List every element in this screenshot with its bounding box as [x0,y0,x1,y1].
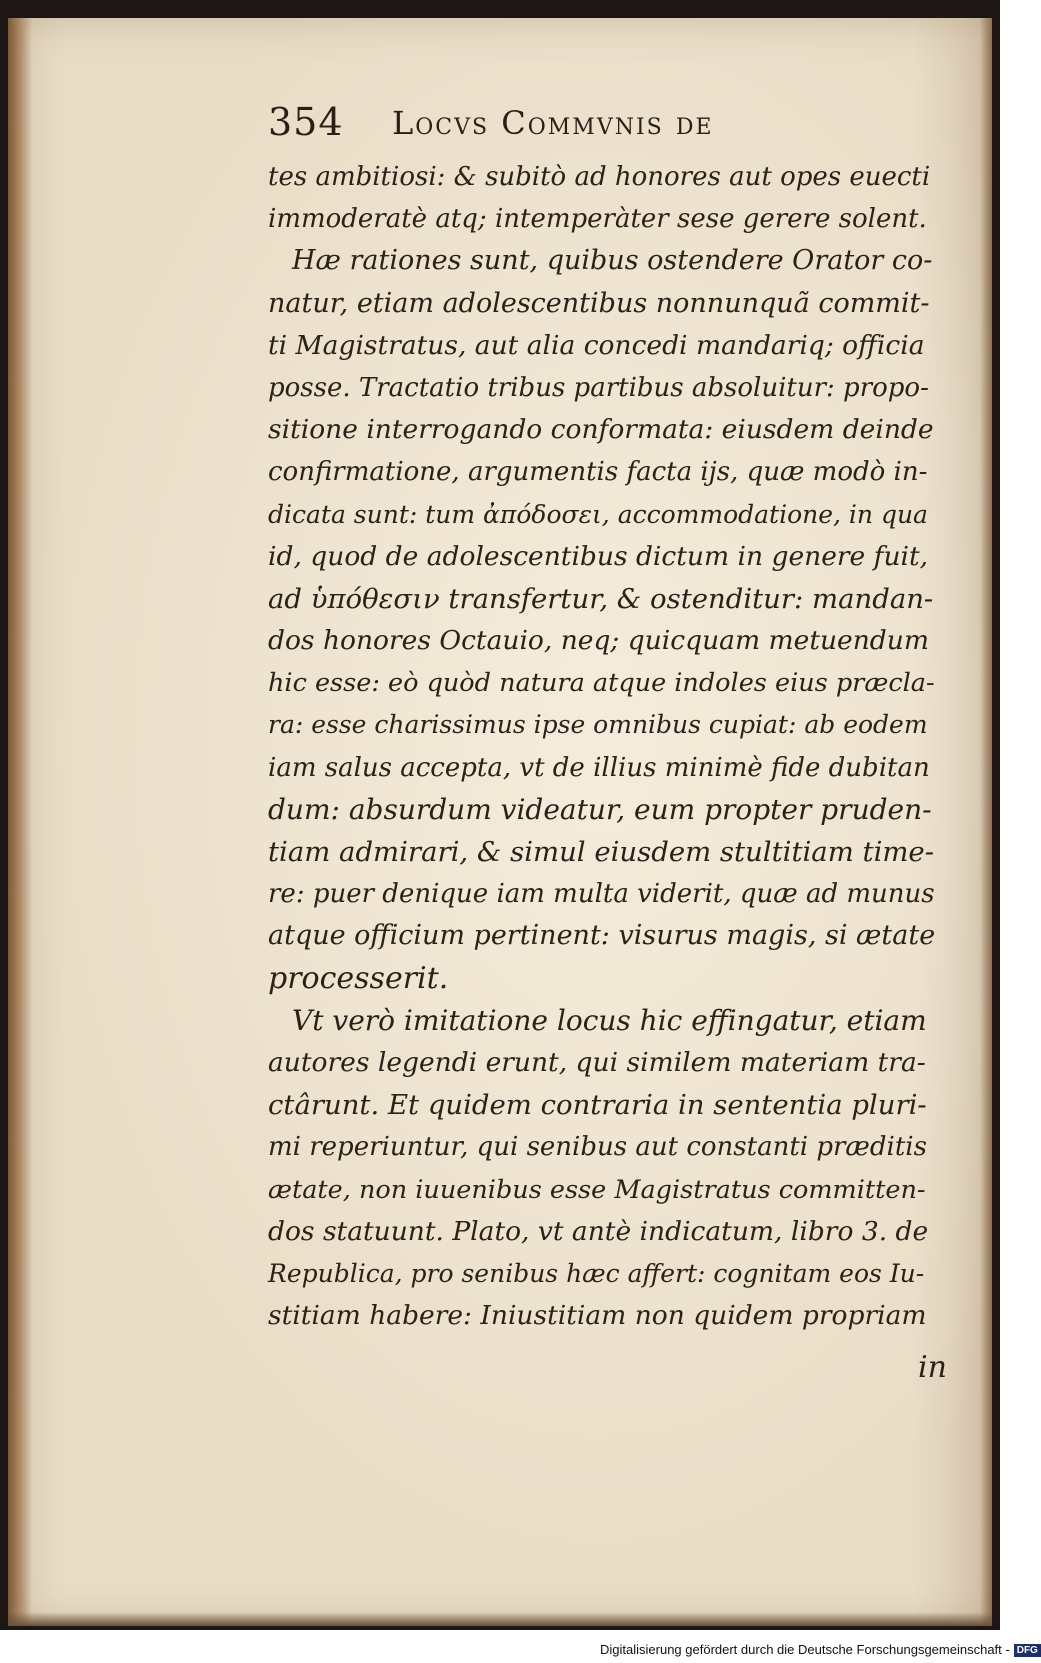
text-line: autores legendi erunt, qui similem materiam tra- [268,1046,926,1078]
text-line: iam salus accepta, vt de illius minimè fide dubitan [268,752,930,783]
text-line: ti Magistratus, aut alia concedi mandariq; officia [268,329,925,361]
body-text [268,156,936,1337]
catchword: in [918,1350,947,1385]
page-number: 354 [268,100,344,144]
text-line: immoderatè atq; intemperàter sese gerere solent. [268,204,927,235]
text-line: Hæ rationes sunt, quibus ostendere Orator co- [292,245,933,277]
text-line: re: puer denique iam multa viderit, quæ ad munus [268,879,935,910]
text-line: mi reperiuntur, qui senibus aut constanti præditis [268,1132,927,1163]
text-line: sitione interrogando conformata: eiusdem deinde [268,414,934,446]
digitization-credit [600,1642,1038,1662]
page-bottom-edge [8,1612,992,1626]
text-line: Republica, pro senibus hæc affert: cognitam eos Iu- [268,1258,925,1288]
credit-text: Digitalisierung gefördert durch die Deutsche Forschungsgemeinschaft - [600,1642,1010,1657]
dfg-logo: DFG [1014,1644,1041,1657]
binding-edge [8,18,32,1626]
text-line: atque officium pertinent: visurus magis, si ætate [268,920,936,952]
text-line: hic esse: eò quòd natura atque indoles eius præcla- [268,668,935,699]
text-line: Vt verò imitatione locus hic effingatur, etiam [292,1003,927,1037]
text-line: ctârunt. Et quidem contraria in sententia pluri- [268,1089,927,1122]
text-line: ad ὑπόθεσιν transfertur, & ostenditur: mandan- [268,582,934,615]
text-line: natur, etiam adolescentibus nonnunquã commit- [268,287,930,319]
text-line: id, quod de adolescentibus dictum in genere fuit, [268,540,929,572]
text-line: ætate, non iuuenibus esse Magistratus committen- [268,1174,926,1205]
text-line: posse. Tractatio tribus partibus absoluitur: propo- [268,372,929,403]
text-line: tes ambitiosi: & subitò ad honores aut opes euecti [268,162,931,192]
text-line: dum: absurdum videatur, eum propter pruden- [268,792,932,826]
text-line: processerit. [268,960,449,996]
running-head [268,100,928,150]
text-line: confirmatione, argumentis facta ijs, quæ modò in- [268,457,928,488]
text-line: dos honores Octauio, neq; quicquam metuendum [268,625,929,657]
text-line: dicata sunt: tum ἀπόδοσει, accommodatione, in qua [268,499,928,529]
text-line: stitiam habere: Iniustitiam non quidem propriam [268,1300,927,1332]
text-line: dos statuunt. Plato, vt antè indicatum, libro 3. de [268,1215,929,1247]
running-head-title: Locvs Commvnis de [392,104,714,142]
text-line: tiam admirari, & simul eiusdem stultitiam time- [268,836,935,868]
text-line: ra: esse charissimus ipse omnibus cupiat: ab eodem [268,710,928,740]
page-right-edge [980,18,992,1626]
